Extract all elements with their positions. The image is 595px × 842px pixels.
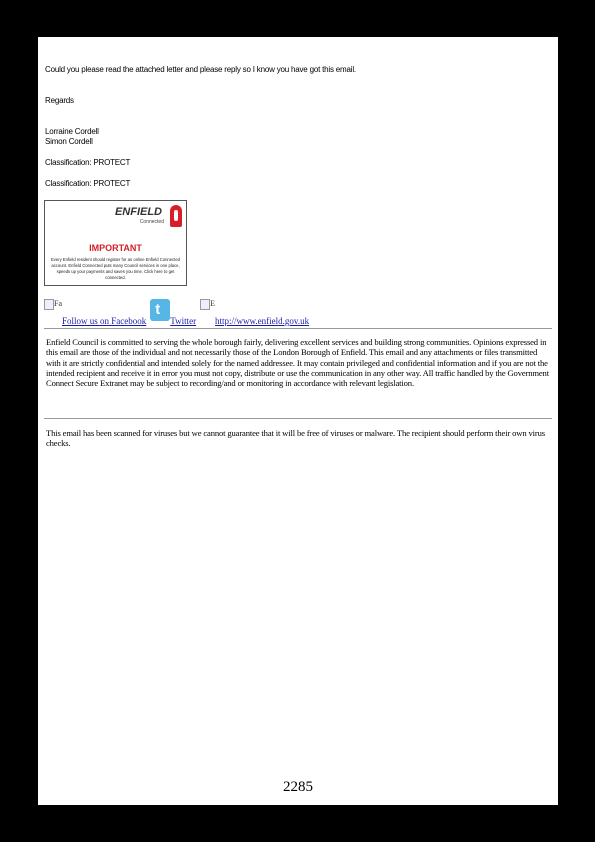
enfield-emblem-icon (170, 205, 182, 227)
facebook-broken-image-icon: Fa (44, 299, 62, 310)
enfield-logo-text: ENFIELD (114, 206, 162, 218)
banner-text: Every Enfield resident should register for an online Enfield Connected account. Enfield Connected puts many Council services in one place, speeds up your payments and saves you time. Click here to get connected. (51, 257, 180, 280)
sender-name-1: Lorraine Cordell (45, 127, 99, 136)
banner-heading: IMPORTANT (89, 243, 142, 253)
disclaimer-text: Enfield Council is committed to serving the whole borough fairly, delivering excellent services and building strong communities. Opinions expressed in this email are those of the individual and not necessarily those of the London Borough of Enfield. This email and any attachments or files transmitted with it are strictly confidential and intended solely for the named addressee. It may contain privileged and confidential information and if you are not the intended recipient and receive it in error you must not copy, distribute or use the communication in any other way. All traffic handled by the Government Connect Secure Extranet may be subject to recording/and or monitoring in accordance with relevant legislation. (46, 337, 549, 389)
twitter-link[interactable]: Twitter (170, 316, 197, 326)
enfield-connected-banner[interactable] (44, 200, 187, 286)
classification-line-1: Classification: PROTECT (45, 158, 131, 167)
classification-line-2: Classification: PROTECT (45, 179, 131, 188)
enfield-broken-image-icon: E (200, 299, 215, 310)
email-body-line: Could you please read the attached letter and please reply so I know you have got this email. (45, 65, 356, 74)
regards-line: Regards (45, 96, 74, 105)
divider-top (44, 328, 552, 329)
virus-notice-text: This email has been scanned for viruses but we cannot guarantee that it will be free of viruses or malware. The recipient should perform their own virus checks. (46, 428, 545, 449)
social-links-row (44, 299, 310, 326)
document-page (38, 37, 558, 805)
facebook-link[interactable]: Follow us on Facebook (62, 316, 147, 326)
enfield-website-link[interactable]: http://www.enfield.gov.uk (215, 316, 310, 326)
divider-middle (44, 418, 552, 419)
enfield-logo-subtitle: Connected (139, 219, 164, 225)
sender-name-2: Simon Cordell (45, 137, 93, 146)
page-number: 2285 (283, 779, 313, 795)
twitter-icon[interactable]: t (150, 299, 170, 321)
